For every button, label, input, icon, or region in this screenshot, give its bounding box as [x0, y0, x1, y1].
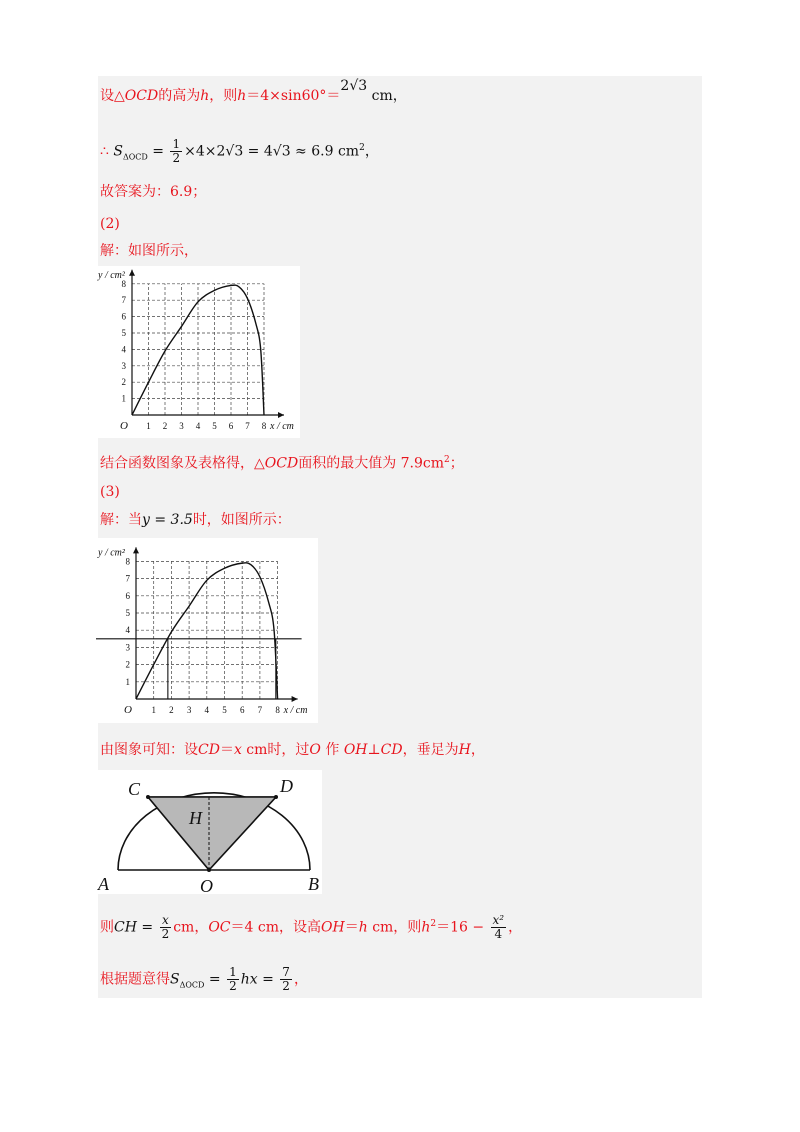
y-tick-label-1: 1	[125, 676, 130, 687]
y-axis-label: y / cm²	[98, 547, 125, 559]
y-tick-label-8: 8	[121, 278, 126, 289]
y-tick-label-6: 6	[125, 590, 130, 601]
x-tick-label-7: 7	[257, 705, 263, 715]
x-tick-label-6: 6	[239, 705, 245, 715]
y-tick-label-5: 5	[121, 328, 126, 338]
semicircle-diagram	[96, 770, 322, 894]
x-tick-label-4: 4	[204, 705, 210, 715]
y-tick-label-2: 2	[121, 377, 126, 388]
x-tick-label-2: 2	[162, 421, 168, 431]
x-tick-label-8: 8	[261, 421, 267, 431]
y-tick-label-8: 8	[125, 556, 130, 567]
y-tick-label-4: 4	[125, 625, 130, 636]
area-equation-line: 根据题意得$S_{\Delta OCD}$ = $\frac{1}{2}$ hx = $\frac{7}{2}$ ，	[100, 965, 308, 993]
max-area-line: 结合函数图象及表格得，△OCD面积的最大值为 $7.9cm^2$；	[100, 455, 464, 472]
height-line: 设△OCD的高为h，则h＝4×sin60°＝2√3 cm，	[100, 78, 407, 104]
y-tick-label-5: 5	[125, 608, 130, 618]
y-tick-label-2: 2	[125, 659, 130, 670]
x-tick-label-0: O	[120, 420, 128, 432]
ch-relation-line: 则CH = $\frac{x}{2}$ cm，OC＝4 cm，设高OH＝h cm，则$h^2=16$ − $\frac{\text{x²}}{4}$ ，	[100, 913, 523, 942]
label-a: A	[98, 874, 109, 894]
label-h: H	[189, 808, 202, 828]
x-tick-label-3: 3	[179, 421, 184, 431]
graph-conclusion-line: 由图象可知：设CD＝x cm时，过O 作 OH⊥CD，垂足为H，	[100, 742, 485, 758]
label-o: O	[200, 876, 213, 894]
x-tick-label-6: 6	[228, 421, 234, 431]
y-tick-label-3: 3	[125, 642, 130, 653]
y-tick-label-4: 4	[121, 344, 126, 355]
label-b: B	[308, 874, 319, 894]
area-graph-2	[96, 538, 318, 723]
point-o	[207, 868, 211, 872]
y-axis-label: y / cm²	[98, 269, 125, 281]
y-tick-label-7: 7	[121, 295, 126, 306]
x-tick-label-4: 4	[195, 421, 201, 431]
x-tick-label-5: 5	[212, 421, 217, 431]
part-3-intro: 解：当y = 3.5时，如图所示：	[100, 512, 291, 528]
part-2-label: (2)	[100, 216, 120, 232]
y-tick-label-3: 3	[121, 360, 126, 371]
label-d: D	[280, 776, 293, 796]
x-axis-label: x / cm	[270, 421, 294, 432]
y-tick-label-1: 1	[121, 393, 126, 404]
y-tick-label-7: 7	[125, 573, 130, 584]
area-line: ∴ $S_{\Delta OCD}$ = $\frac{1}{2}$ ×4×2√3 = 4√3 ≈ 6.9 $cm^2$，	[100, 137, 379, 166]
label-c: C	[128, 779, 141, 799]
x-tick-label-7: 7	[245, 421, 250, 431]
part-3-label: (3)	[100, 484, 120, 500]
x-tick-label-1: 1	[151, 705, 156, 715]
x-tick-label-0: O	[124, 704, 132, 716]
x-tick-label-1: 1	[146, 421, 151, 431]
x-tick-label-5: 5	[222, 705, 227, 715]
point-d	[274, 795, 278, 799]
x-axis-label: x / cm	[283, 705, 308, 716]
x-tick-label-3: 3	[186, 705, 192, 715]
x-tick-label-2: 2	[169, 705, 174, 715]
x-tick-label-8: 8	[275, 705, 280, 715]
part-2-solution-intro: 解：如图所示，	[100, 243, 198, 259]
area-graph-1	[96, 266, 300, 438]
answer-line: 故答案为：6.9；	[100, 184, 207, 200]
point-c	[146, 795, 150, 799]
y-tick-label-6: 6	[121, 311, 126, 322]
